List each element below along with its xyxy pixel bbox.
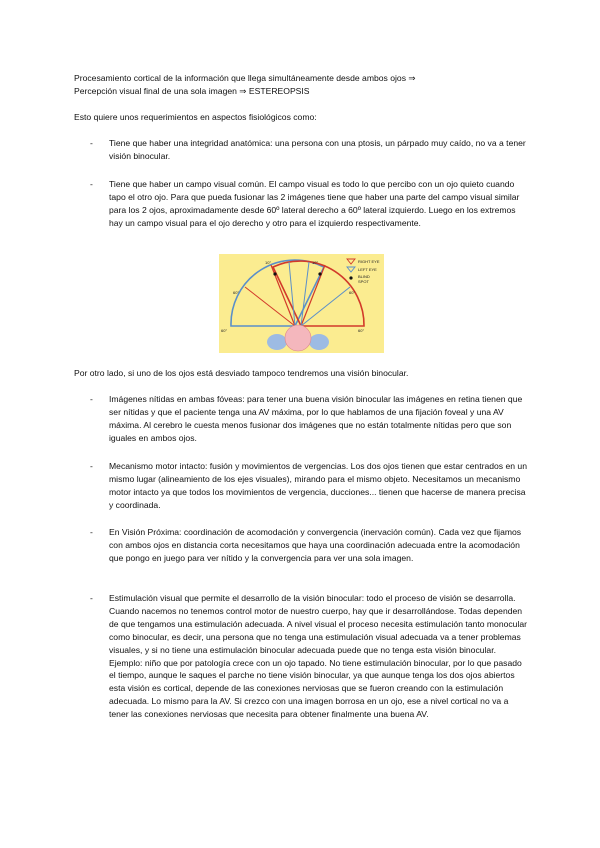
legend-spot: SPOT <box>358 279 369 284</box>
degree-label: 60° <box>233 290 240 295</box>
bullet-marker: - <box>90 394 93 404</box>
left-ear <box>267 334 287 350</box>
deviated-eye-text: Por otro lado, si uno de los ojos está desviado tampoco tendremos una visión binocular. <box>74 368 409 378</box>
left-eye-field <box>231 260 324 326</box>
bullet-sharp-images: Imágenes nítidas en ambas fóveas: para tener una buena visión binocular las imágenes en retina tienen que ser nítidas y que el paciente tenga una AV máxima, por lo que hablamos de una fijación foveal y una AV máxima. Al cerebro le cuesta menos fusionar dos imágenes que no están totalmente nítidas pero que son iguales en ambos ojos. <box>109 394 523 443</box>
legend-right-eye: RIGHT EYE <box>358 259 380 264</box>
head <box>285 325 311 351</box>
bullet-motor-mechanism: Mecanismo motor intacto: fusión y movimientos de vergencias. Los dos ojos tienen que estar centrados en un mismo lugar (alineamiento de los ejes visuales), mirando para el mismo objeto. Necesitamos un mecanismo motor intacto ya que todos los movimientos de vergencia, ducciones... tienen que hacerse de manera precisa y coordinada. <box>109 461 527 510</box>
right-ear <box>309 334 329 350</box>
bullet-marker: - <box>90 179 93 189</box>
degree-label: 10° <box>312 260 319 265</box>
visual-field-diagram <box>219 254 384 353</box>
left-eye-inner-line <box>289 262 295 326</box>
bullet-visual-stimulation: Estimulación visual que permite el desarrollo de la visión binocular: todo el proceso de visión se desarrolla. Cuando nacemos no tenemos control motor de nuestro cuerpo, hay que ir desarrollándose. Todas dependen de que tengamos una estimulación adecuada. A nivel visual el proceso necesita estimulación tanto monocular como binocular, es decir, una persona que no tenga una estimulación visual adecuada va a tener problemas visuales, y si no tiene una estimulación binocular adecuada puede que no tenga esta visión binocular. Ejemplo: niño que por patología crece con un ojo tapado. No tiene estimulación binocular, por lo que pasado el tiempo, aunque le saques el parche no tiene visión binocular, ya que aunque tenga los dos ojos abiertos esta visión es cortical, depende de las conexiones nerviosas que se fueron creando con la estimulación adecuada. Lo mismo para la AV. Si crezco con una imagen borrosa en un ojo, ese a nivel cortical no va a tener las conexiones nerviosas que necesita para obtener finalmente una buena AV. <box>109 593 528 720</box>
bullet-anatomical-integrity: Tiene que haber una integridad anatómica: una persona con una ptosis, un párpado muy caído, no va a tener visión binocular. <box>109 138 526 161</box>
visual-field-figure <box>219 254 384 353</box>
bullet-common-visual-field: Tiene que haber un campo visual común. El campo visual es todo lo que percibo con un ojo quieto cuando tapo el otro ojo. Para que pueda fusionar las 2 imágenes tiene que haber una parte del campo visual similar para los 2 ojos, aproximadamente desde 60º lateral derecho a 60º lateral izquierdo. Luego en los extremos hay un campo visual para el ojo derecho y otro para el izquierdo respectivamente. <box>109 179 520 228</box>
legend-left-eye: LEFT EYE <box>358 267 377 272</box>
blind-spot-left <box>273 272 276 275</box>
legend-blind: BLIND <box>358 274 370 279</box>
blind-spot-right <box>318 272 321 275</box>
bullet-marker: - <box>90 461 93 471</box>
left-eye-legend-icon <box>347 267 355 272</box>
degree-label: 10° <box>265 260 272 265</box>
blind-spot-legend-icon <box>349 276 352 279</box>
degree-label: 60° <box>221 328 228 333</box>
requirements-intro: Esto quiere unos requerimientos en aspectos fisiológicos como: <box>74 112 317 122</box>
bullet-near-vision: En Visión Próxima: coordinación de acomodación y convergencia (inervación común). Cada vez que fijamos con ambos ojos en distancia corta necesitamos que haya una coordinación adecuada entre la acomodación que pongo en juego para ver nítido y la convergencia para ver una sola imagen. <box>109 527 522 563</box>
bullet-marker: - <box>90 138 93 148</box>
right-eye-legend-icon <box>347 259 355 264</box>
bullet-marker: - <box>90 593 93 603</box>
intro-line-1: Procesamiento cortical de la información que llega simultáneamente desde ambos ojos ⇒ <box>74 73 416 83</box>
degree-label: 60° <box>358 328 365 333</box>
bullet-marker: - <box>90 527 93 537</box>
intro-line-2: Percepción visual final de una sola imagen ⇒ ESTEREOPSIS <box>74 86 310 96</box>
degree-label: 60° <box>349 290 356 295</box>
